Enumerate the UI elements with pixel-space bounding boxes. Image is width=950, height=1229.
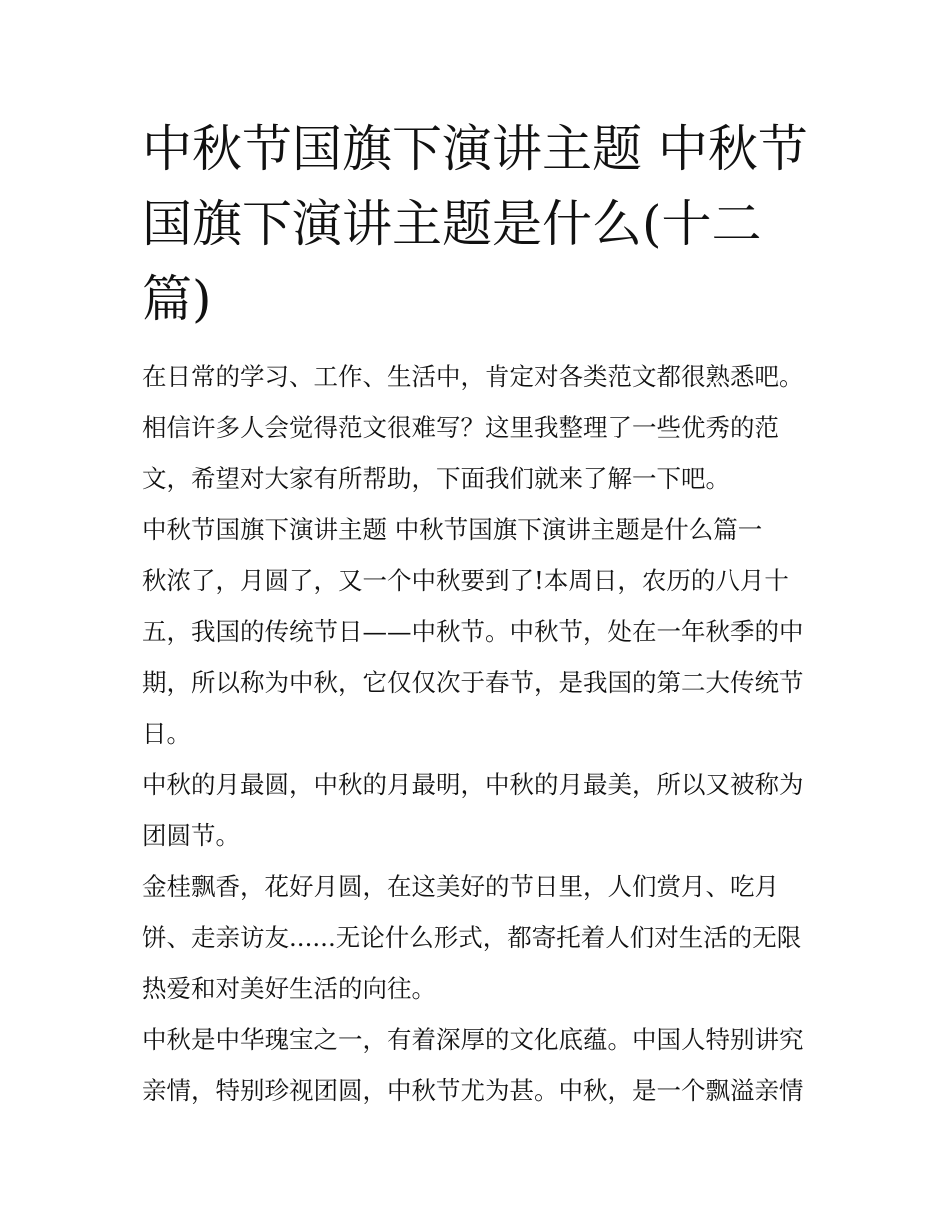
- body-paragraph: 秋浓了，月圆了，又一个中秋要到了!本周日，农历的八月十五，我国的传统节日——中秋节。中秋节，处在一年秋季的中期，所以称为中秋，它仅仅次于春节，是我国的第二大传统节日。: [142, 566, 804, 748]
- body-paragraph: 中秋的月最圆，中秋的月最明，中秋的月最美，所以又被称为团圆节。: [142, 770, 804, 850]
- body-paragraph: 金桂飘香，花好月圆，在这美好的节日里，人们赏月、吃月饼、走亲访友......无论什么形式，都寄托着人们对生活的无限热爱和对美好生活的向往。: [142, 872, 802, 1003]
- document-title: 中秋节国旗下演讲主题 中秋节国旗下演讲主题是什么(十二篇): [142, 120, 808, 328]
- section-heading: 中秋节国旗下演讲主题 中秋节国旗下演讲主题是什么篇一: [142, 515, 763, 544]
- document-body: [142, 112, 814, 1116]
- intro-paragraph: 在日常的学习、工作、生活中，肯定对各类范文都很熟悉吧。相信许多人会觉得范文很难写？这里我整理了一些优秀的范文，希望对大家有所帮助，下面我们就来了解一下吧。: [142, 362, 804, 493]
- body-paragraph: 中秋是中华瑰宝之一，有着深厚的文化底蕴。中国人特别讲究亲情，特别珍视团圆，中秋节尤为甚。中秋，是一个飘溢亲情: [142, 1025, 804, 1105]
